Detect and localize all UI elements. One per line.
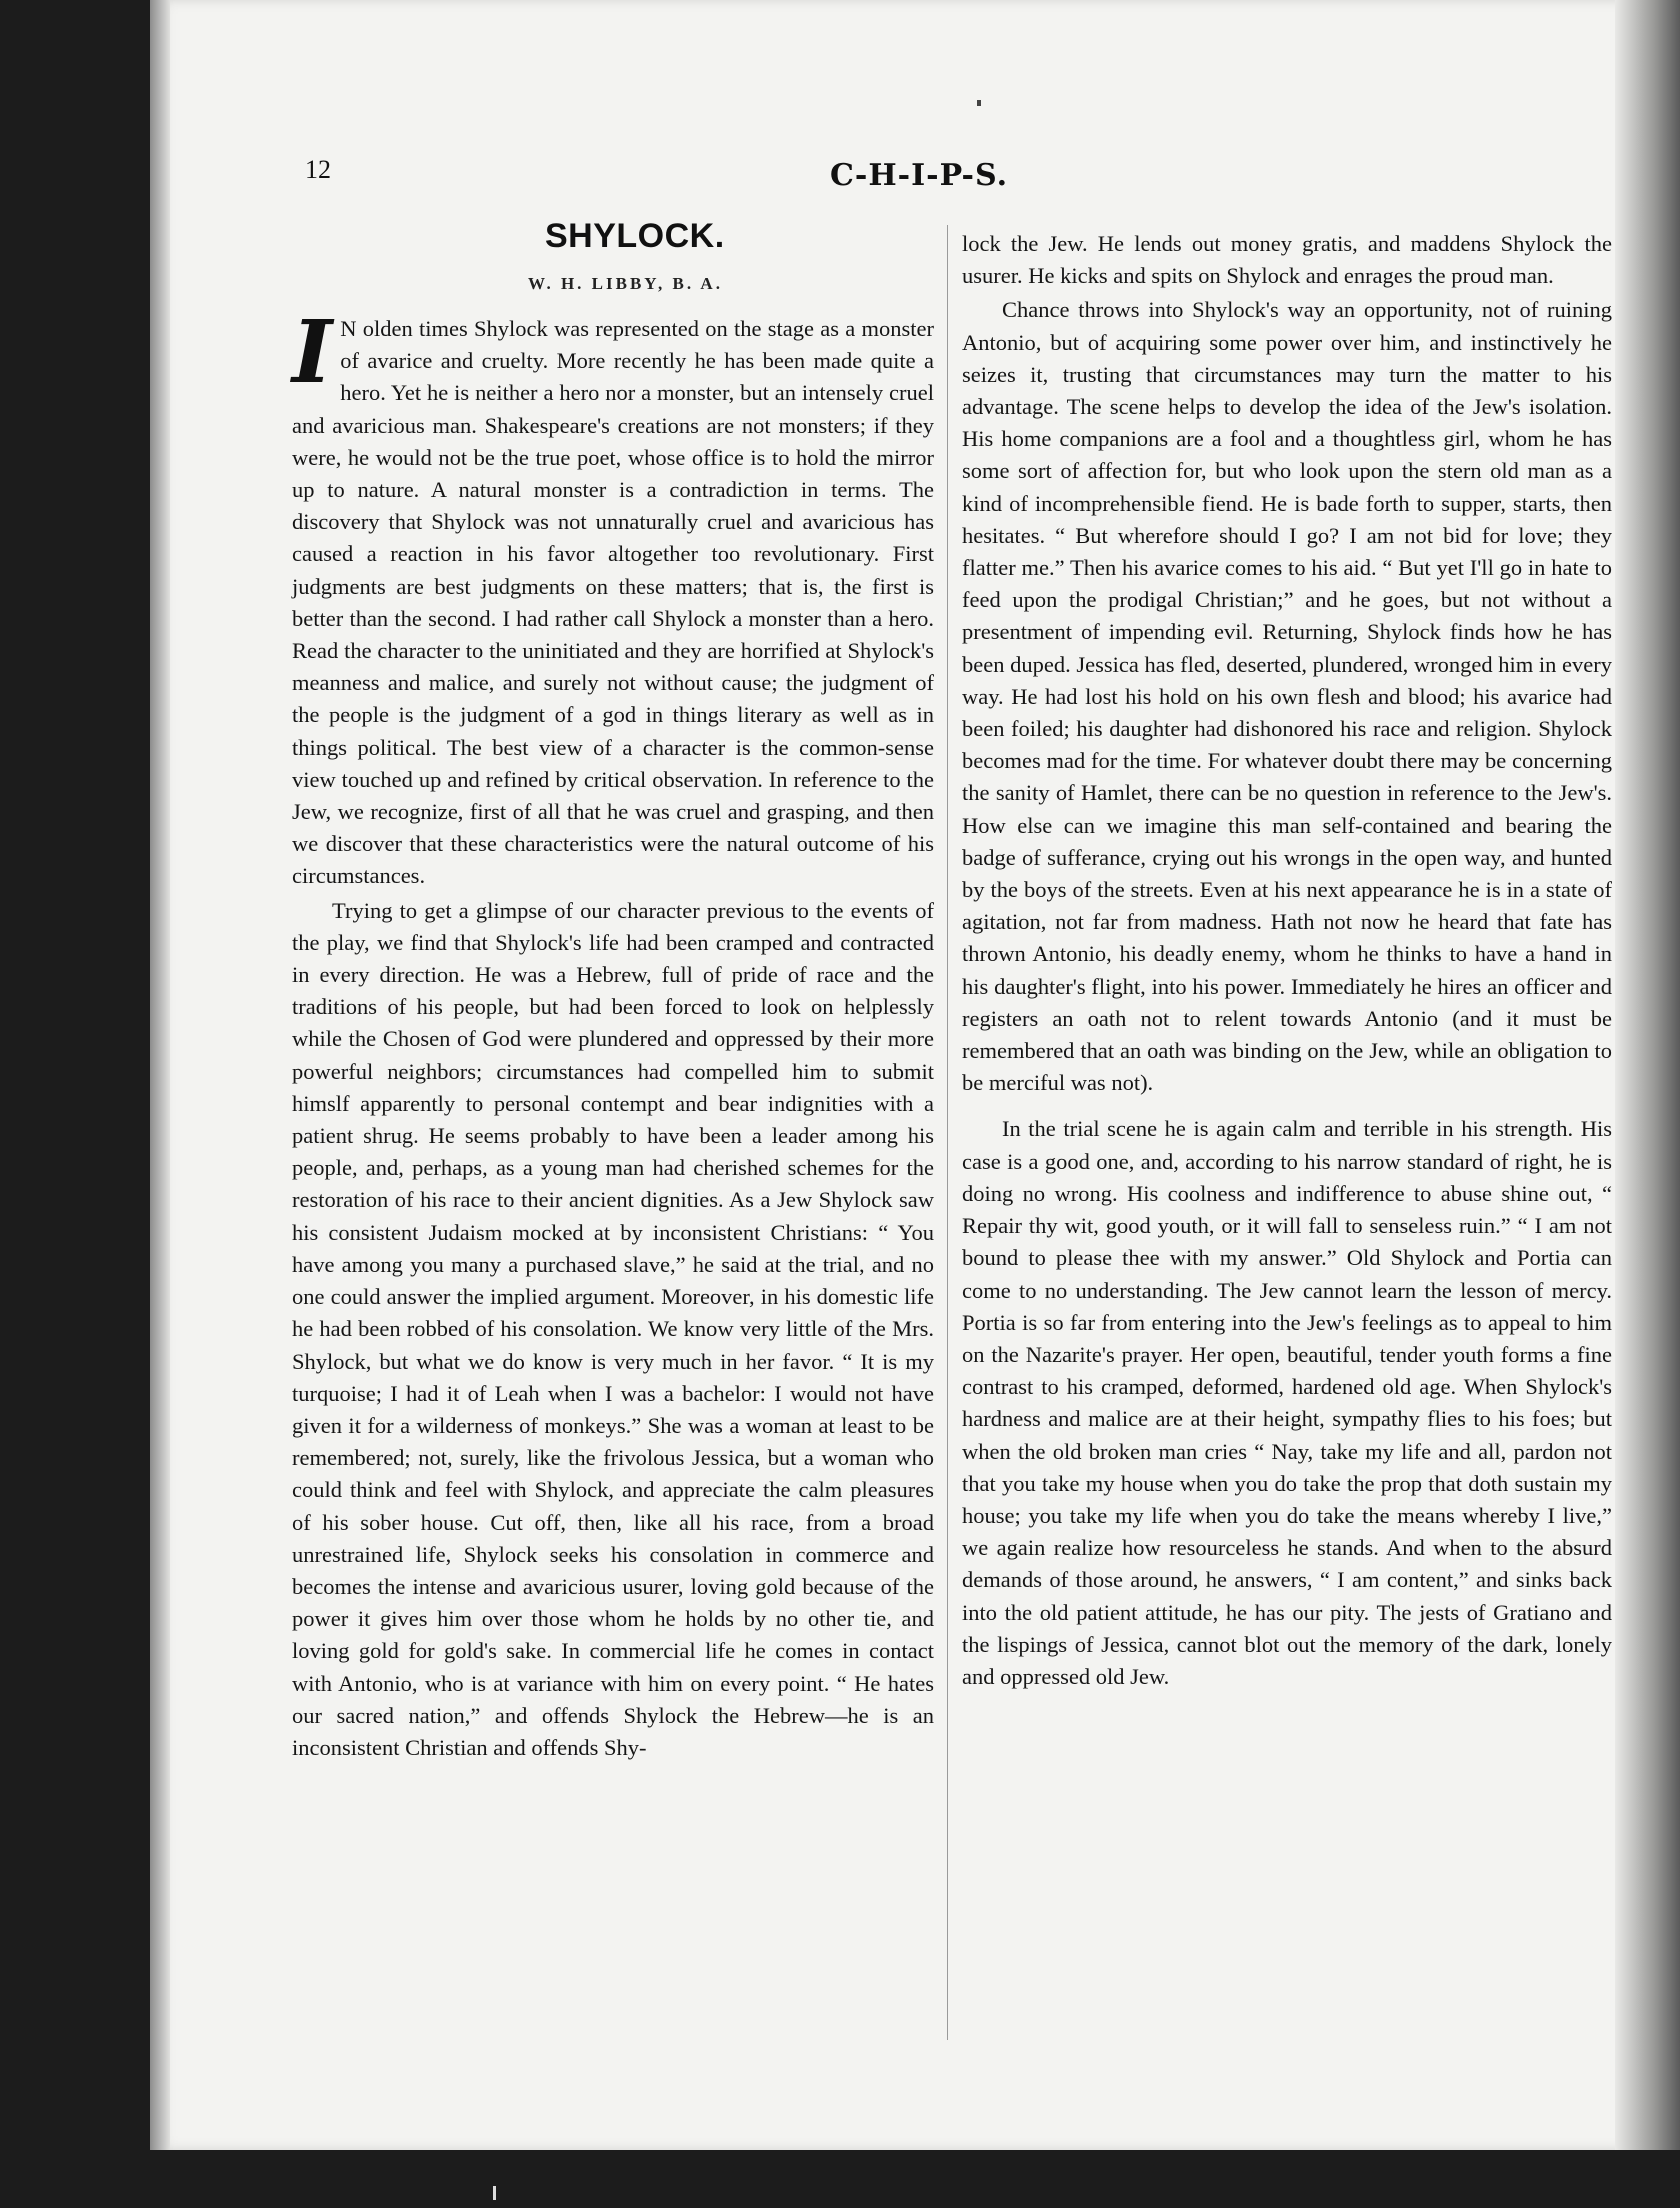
- paragraph: Trying to get a glimpse of our character previous to the events of the play, we find that Shylock's life had been cramped and contracted in every direction. He was a Hebrew, full of pride of race and the traditions of his people, but had been forced to look on helplessly while the Chosen of God were plundered and oppressed by their more powerful neighbors; circumstances had compelled him to submit himslf apparently to personal contempt and bear indignities with a patient shrug. He seems probably to have been a leader among his people, and, perhaps, as a young man had cherished schemes for the restoration of his race to their ancient dignities. As a Jew Shylock saw his consistent Judaism mocked at by inconsistent Christians: “ You have among you many a purchased slave,” he said at the trial, and no one could answer the implied argument. Moreover, in his domestic life he had been robbed of his consolation. We know very little of the Mrs. Shylock, but what we do know is very much in her favor. “ It is my turquoise; I had it of Leah when I was a bachelor: I would not have given it for a wilderness of monkeys.” She was a woman at least to be remembered; not, surely, like the frivolous Jessica, but a woman who could think and feel with Shylock, and appreciate the calm pleasures of his sober house. Cut off, then, like all his race, from a broad unrestrained life, Shylock seeks his consolation in commerce and becomes the intense and avaricious usurer, loving gold because of the power it gives him over those whom he holds by no other tie, and loving gold for gold's sake. In commercial life he comes in contact with Antonio, who is at variance with him on every point. “ He hates our sacred nation,” and offends Shylock the Hebrew—he is an inconsistent Christian and offends Shy-: [292, 897, 934, 1760]
- page-edge-shadow: [1615, 0, 1680, 2150]
- paragraph: [292, 302, 934, 893]
- right-column: [962, 228, 1612, 1693]
- paragraph: In the trial scene he is again calm and terrible in his strength. His case is a good one, and, according to his narrow standard of right, he is doing no wrong. His coolness and indifference to abuse shine out, “ Repair thy wit, good youth, or it will fall to senseless ruin.” “ I am not bound to please thee with my answer.” Old Shylock and Portia can come to no understanding. The Jew cannot learn the lesson of mercy. Portia is so far from entering into the Jew's feelings as to appeal to him on the Nazarite's prayer. Her open, beautiful, tender youth forms a fine contrast to his cramped, deformed, hardened old age. When Shylock's hardness and malice are at their height, sympathy flies to his foes; but when the old broken man cries “ Nay, take my life and all, pardon not that you take my house when you do take the prop that doth sustain my house; you take my life when you do take the means whereby I live,” we again realize how resourceless he stands. And when to the absurd demands of those around, he answers, “ I am content,” and sinks back into the old patient attitude, he has our pity. The jests of Gratiano and the lispings of Jessica, cannot blot out the memory of the dark, lonely and oppressed old Jew.: [962, 1116, 1612, 1689]
- paragraph-text: N olden times Shylock was represented on the stage as a monster of avarice and cruelty. More recently he has been made quite a hero. Yet he is neither a hero nor a monster, but an intensely cruel and avaricious man. Shakespeare's creations are not monsters; if they were, he would not be the true poet, whose office is to hold the mirror up to nature. A natural monster is a contradiction in terms. The discovery that Shylock was not unnaturally cruel and avaricious has caused a reaction in his favor altogether too revolutionary. First judgments are best judgments on these matters; that is, the first is better than the second. I had rather call Shylock a monster than a hero. Read the character to the uninitiated and they are horrified at Shylock's meanness and malice, and surely not without cause; the judgment of the people is the judgment of a god in things literary as well as in things political. The best view of a character is the common-sense view touched up and refined by critical observation. In reference to the Jew, we recognize, first of all that he was cruel and grasping, and then we discover that these characteristics were the natural outcome of his circumstances.: [292, 316, 934, 889]
- left-column: [292, 302, 934, 1764]
- page-number: 12: [305, 155, 331, 184]
- article-title: SHYLOCK.: [545, 217, 725, 255]
- running-head: C-H-I-P-S.: [830, 158, 1009, 193]
- drop-cap: I: [292, 302, 333, 403]
- print-speck: [977, 100, 981, 106]
- article-byline: W. H. LIBBY, B. A.: [528, 274, 723, 293]
- paragraph: lock the Jew. He lends out money gratis, and maddens Shylock the usurer. He kicks and spits on Shylock and enrages the proud man.: [962, 231, 1612, 289]
- page-gutter-shadow: [150, 0, 170, 2150]
- print-speck: [493, 2186, 496, 2200]
- column-rule: [947, 225, 948, 2040]
- paragraph: Chance throws into Shylock's way an opportunity, not of ruining Antonio, but of acquiring some power over him, and instinctively he seizes it, trusting that circumstances may turn the matter to his advantage. The scene helps to develop the idea of the Jew's isolation. His home companions are a fool and a thoughtless girl, whom he has some sort of affection for, but who look upon the stern old man as a kind of incomprehensible fiend. He is bade forth to supper, starts, then hesitates. “ But wherefore should I go? I am not bid for love; they flatter me.” Then his avarice comes to his aid. “ But yet I'll go in hate to feed upon the prodigal Christian;” and he goes, but not without a presentment of impending evil. Returning, Shylock finds how he has been duped. Jessica has fled, deserted, plundered, wronged him in every way. He had lost his hold on his own flesh and blood; his avarice had been foiled; his daughter had dishonored his race and religion. Shylock becomes mad for the time. For whatever doubt there may be concerning the sanity of Hamlet, there can be no question in reference to the Jew's. How else can we imagine this man self-contained and bearing the badge of sufferance, crying out his wrongs in the open way, and hunted by the boys of the streets. Even at his next appearance he is in a state of agitation, not far from madness. Hath not now he heard that fate has thrown Antonio, his deadly enemy, whom he thinks to have a hand in his daughter's flight, into his power. Immediately he hires an officer and registers an oath not to relent towards Antonio (and it must be remembered that an oath was binding on the Jew, while an obligation to be merciful was not).: [962, 297, 1612, 1096]
